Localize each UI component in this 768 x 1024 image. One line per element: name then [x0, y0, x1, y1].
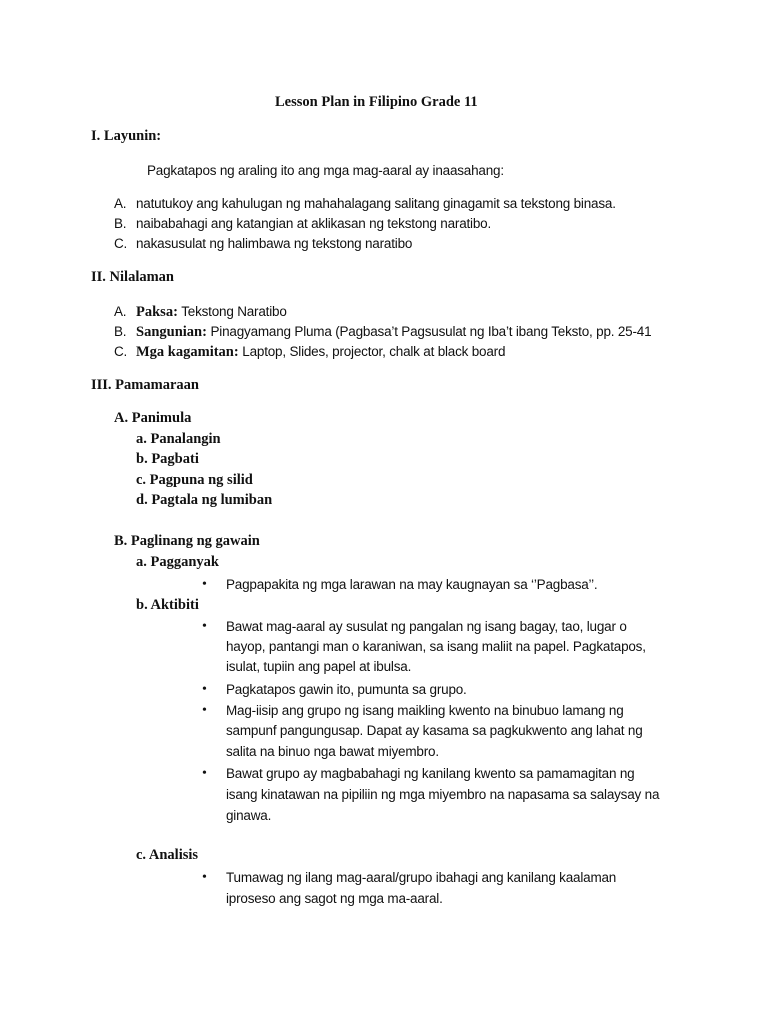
layunin-marker-c: C.: [114, 236, 128, 251]
paglinang-heading: B. Paglinang ng gawain: [114, 533, 260, 549]
bullet-icon: •: [202, 682, 207, 697]
bullet-icon: •: [202, 619, 207, 634]
panimula-sub-d: d. Pagtala ng lumiban: [136, 492, 273, 508]
nilalaman-item-b: [136, 321, 651, 343]
section-heading-pamamaraan: III. Pamamaraan: [91, 377, 199, 393]
layunin-marker-a: A.: [114, 196, 127, 211]
aktibiti-bullet-2: Pagkatapos gawin ito, pumunta sa grupo.: [226, 682, 467, 697]
analisis-heading: c. Analisis: [136, 847, 199, 863]
layunin-intro: Pagkatapos ng araling ito ang mga mag-aaral ay inaasahang:: [147, 163, 504, 178]
layunin-item-c: nakasusulat ng halimbawa ng tekstong naratibo: [136, 236, 413, 251]
section-heading-nilalaman: II. Nilalaman: [91, 269, 174, 285]
nilalaman-marker-b: B.: [114, 324, 127, 339]
aktibiti-bullet-1-line-1: Bawat mag-aaral ay susulat ng pangalan ng isang bagay, tao, lugar o: [226, 619, 627, 634]
bullet-icon: •: [202, 577, 207, 592]
panimula-sub-c: c. Pagpuna ng silid: [136, 472, 253, 488]
aktibiti-bullet-4-line-3: ginawa.: [226, 808, 272, 823]
aktibiti-bullet-4-line-2: isang kinatawan na pipiliin ng mga miyembro na napasama sa salaysay na: [226, 787, 660, 802]
bullet-icon: •: [202, 703, 207, 718]
bullet-icon: •: [202, 766, 207, 781]
aktibiti-bullet-3-line-3: salita na binuo nga bawat miyembro.: [226, 744, 439, 759]
layunin-item-b: naibabahagi ang katangian at aklikasan ng tekstong naratibo.: [136, 216, 492, 231]
nilalaman-marker-a: A.: [114, 304, 127, 319]
pagganyak-bullet-1: Pagpapakita ng mga larawan na may kaugnayan sa ‘’Pagbasa’’.: [226, 577, 598, 592]
analisis-bullet-1-line-1: Tumawag ng ilang mag-aaral/grupo ibahagi ang kanilang kaalaman: [226, 870, 617, 885]
section-heading-layunin: I. Layunin:: [91, 128, 162, 144]
panimula-sub-a: a. Panalangin: [136, 431, 221, 447]
kagamitan-label: Mga kagamitan:: [136, 344, 239, 360]
paksa-value: Tekstong Naratibo: [177, 304, 287, 319]
aktibiti-bullet-3-line-2: sampunf pangungusap. Dapat ay kasama sa pagkukwento ang lahat ng: [226, 723, 643, 738]
panimula-sub-b: b. Pagbati: [136, 451, 199, 467]
kagamitan-value: Laptop, Slides, projector, chalk at black board: [238, 344, 506, 359]
aktibiti-bullet-1-line-3: isulat, tupiin ang papel at ibulsa.: [226, 659, 412, 674]
aktibiti-bullet-1-line-2: hayop, pantangi man o karaniwan, sa isang maliit na papel. Pagkatapos,: [226, 639, 646, 654]
sangunian-label: Sangunian:: [136, 324, 207, 340]
nilalaman-item-c: [136, 341, 505, 363]
panimula-heading: A. Panimula: [114, 410, 192, 426]
layunin-item-a: natutukoy ang kahulugan ng mahahalagang salitang ginagamit sa tekstong binasa.: [136, 196, 616, 211]
page-title: Lesson Plan in Filipino Grade 11: [275, 94, 478, 110]
sangunian-value: Pinagyamang Pluma (Pagbasa’t Pagsusulat ng Iba’t ibang Teksto, pp. 25-41: [206, 324, 652, 339]
aktibiti-bullet-4-line-1: Bawat grupo ay magbabahagi ng kanilang kwento sa pamamagitan ng: [226, 766, 635, 781]
layunin-marker-b: B.: [114, 216, 127, 231]
nilalaman-item-a: [136, 301, 287, 323]
pagganyak-heading: a. Pagganyak: [136, 554, 219, 570]
analisis-bullet-1-line-2: iproseso ang sagot ng mga ma-aaral.: [226, 891, 443, 906]
bullet-icon: •: [202, 870, 207, 885]
aktibiti-bullet-3-line-1: Mag-iisip ang grupo ng isang maikling kwento na binubuo lamang ng: [226, 703, 624, 718]
paksa-label: Paksa:: [136, 304, 178, 320]
aktibiti-heading: b. Aktibiti: [136, 597, 199, 613]
nilalaman-marker-c: C.: [114, 344, 128, 359]
